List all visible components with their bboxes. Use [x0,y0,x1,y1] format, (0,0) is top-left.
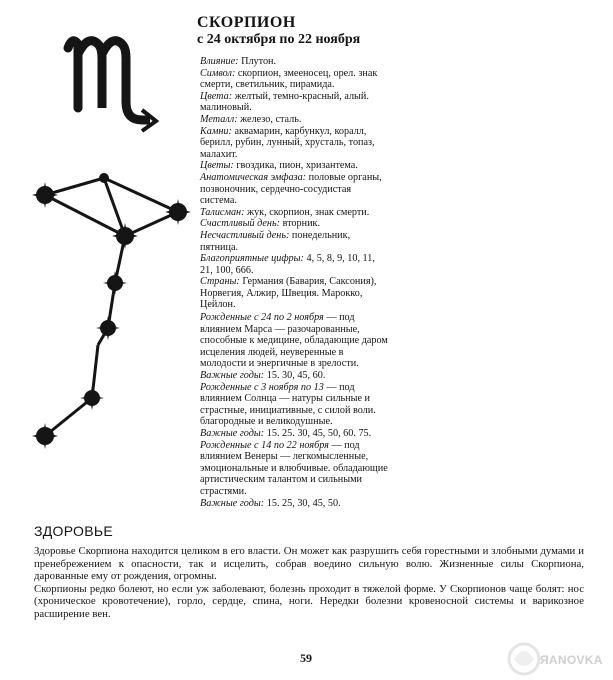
star-icon [96,316,120,340]
influence-value: Плутон. [241,56,277,67]
symbol-row [200,68,390,91]
important-years-row [200,498,390,510]
influence-row [200,56,390,68]
important-years-value: 15. 30, 45, 60. [266,370,326,382]
birth-group-text: — под влиянием Венеры — легкомысленные, эмоциональные и влюбчивые. обладающие артистическим талантом и сильными страстями. [200,439,388,497]
colors-row [200,91,390,114]
important-years-row [200,370,390,382]
unlucky-day-row [200,230,390,253]
lucky-day-label: Счастливый день: [200,218,281,230]
birth-group [200,382,390,428]
sign-title: СКОРПИОН [197,14,296,31]
health-heading: ЗДОРОВЬЕ [34,523,114,539]
traits-column [200,56,390,509]
flowers-label: Цветы: [200,160,234,172]
flowers-value: гвоздика, пион, хризантема. [236,160,358,172]
influence-label: Влияние: [200,56,239,67]
health-paragraph: Здоровье Скорпиона находится целиком в его власти. Он может как разрушить себя горестными и злобными думами и пренебрежением к опасности, так и исцелить, собрав воедино сильную волю. Жизненные силы Скорпиона, дарованные ему от рождения, огромны. [34,545,584,583]
symbol-label: Символ: [200,67,236,79]
important-years-value: 15. 25, 30, 45, 50. [266,497,341,509]
metal-row [200,114,390,126]
talisman-label: Талисман: [200,206,245,218]
unlucky-day-label: Несчастливый день: [200,229,290,241]
talisman-value: жук, скорпион, знак смерти. [247,206,370,218]
numbers-value: 4, 5, 8, 9, 10, 11, 21, 100, 666. [200,253,375,276]
anatomy-row [200,172,390,207]
health-paragraph: Скорпионы редко болеют, но если уж заболевают, болезнь проходит в тяжелой форме. У Скорпионов чаще болят: нос (хроническое кровотечение), горло, сердце, спина, ноги. Нередки болезни кровеносной системы и варикозное расширение вен. [34,582,584,620]
lucky-day-row [200,218,390,230]
sign-dates: с 24 октября по 22 ноября [197,32,361,47]
unlucky-day-value: понедельник, пятница. [200,229,351,253]
numbers-row [200,253,390,276]
star-icon [112,223,138,249]
star-icon [165,199,191,225]
lucky-day-value: вторник. [282,218,321,230]
stones-label: Камни: [200,125,232,137]
countries-label: Страны: [200,276,240,288]
scorpio-glyph-icon [62,30,162,135]
countries-row [200,276,390,311]
birth-group-label: Рожденные с 3 ноября по 13 [200,381,324,393]
symbol-value: скорпион, змееносец, орел. знак смерти, светильник, пирамида. [200,67,378,91]
health-body [34,545,584,621]
countries-value: Германия (Бавария, Саксония), Норвегия, Алжир, Швеция. Марокко, Цейлон. [200,276,377,311]
anatomy-value: половые органы, позвоночник, сердечно-сосудистая система. [200,171,382,207]
colors-value: желтый, темно-красный, алый. малиновый. [200,90,369,114]
birth-group-label: Рожденные с 14 по 22 ноября [200,439,329,451]
watermark-text: ЯANOVKA [540,653,603,667]
star-icon [103,271,127,295]
star-icon [32,182,58,208]
colors-label: Цвета: [200,90,233,102]
birth-group-text: — под влиянием Солнца — натуры сильные и страстные, инициативные, с силой воли. благородные и великодушные. [200,381,376,428]
stones-row [200,126,390,161]
birth-group-label: Рожденные с 24 по 2 ноября [200,312,324,324]
talisman-row [200,207,390,219]
birth-group [200,440,390,498]
flowers-row [200,160,390,172]
numbers-label: Благоприятные цифры: [200,253,304,265]
stones-value: аквамарин, карбункул, коралл, берилл, рубин, лунный, хрусталь, топаз, малахит. [200,125,375,160]
star-icon [99,173,109,183]
page-number: 59 [300,651,312,665]
important-years-label: Важные годы: [200,428,265,439]
scorpio-constellation [20,170,200,460]
birth-group-text: — под влиянием Марса — разочарованные, способные к медицине, обладающие даром исцеления людей, неуверенные в молодости и энергичные в зрелости. [200,312,388,370]
metal-label: Металл: [200,113,238,125]
birth-group [200,312,390,370]
important-years-label: Важные годы: [200,370,265,382]
anatomy-label: Анатомическая эмфаза: [200,171,307,183]
metal-value: железо, сталь. [240,113,302,125]
important-years-value: 15. 25. 30, 45, 50, 60. 75. [266,428,372,439]
important-years-row [200,428,390,440]
important-years-label: Важные годы: [200,497,265,509]
